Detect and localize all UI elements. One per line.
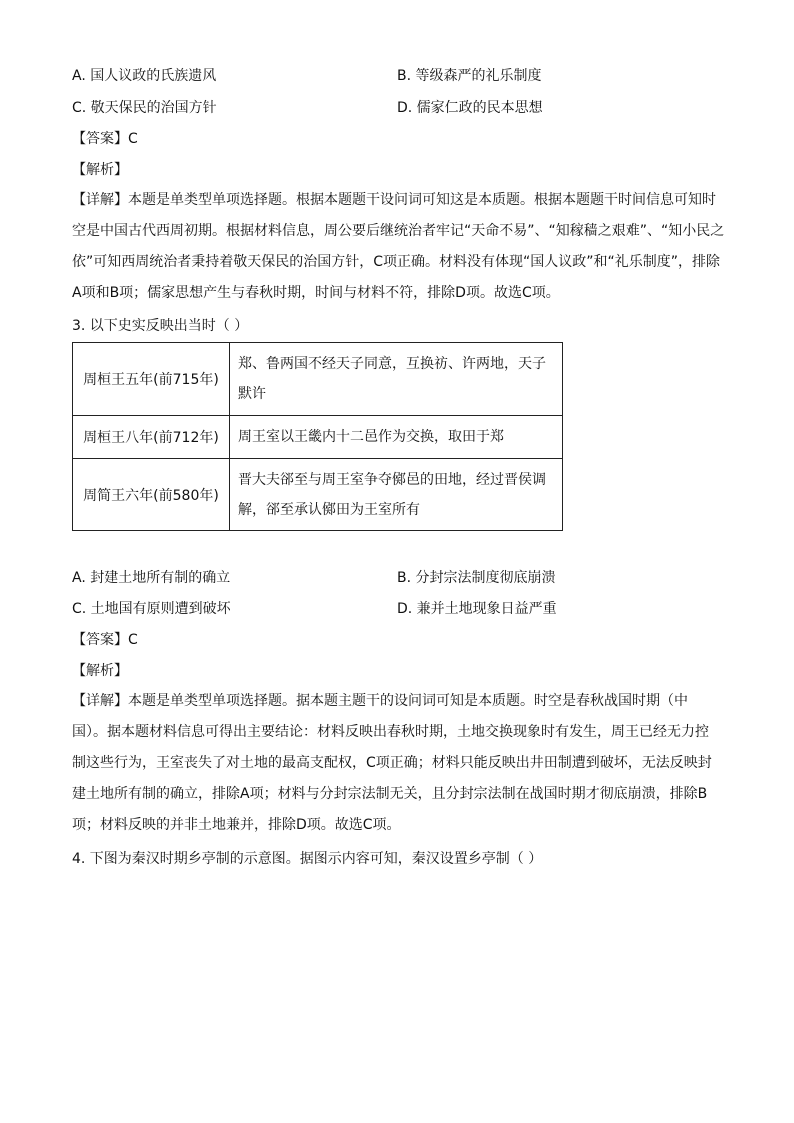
q3-analysis-label: 【解析】	[72, 663, 128, 679]
q2-answer: 【答案】C	[72, 131, 138, 147]
q2-detail-line: 【详解】本题是单类型单项选择题。根据本题题干设问词可知这是本质题。根据本题题干时间信息可知时	[72, 192, 716, 208]
table-cell-date: 周桓王八年(前712年)	[73, 416, 230, 459]
table-row	[73, 416, 563, 459]
table-cell-event: 晋大夫郤至与周王室争夺鄇邑的田地，经过晋侯调解，郤至承认鄇田为王室所有	[230, 459, 563, 531]
q3-detail-line: 建土地所有制的确立，排除A项；材料与分封宗法制无关，且分封宗法制在战国时期才彻底崩溃，排除B	[72, 786, 708, 802]
q2-option-b: B. 等级森严的礼乐制度	[397, 68, 542, 84]
q2-detail-line: 空是中国古代西周初期。根据材料信息，周公要后继统治者牢记“天命不易”、“知稼穑之艰难”、“知小民之	[72, 223, 725, 239]
q3-option-b: B. 分封宗法制度彻底崩溃	[397, 570, 556, 586]
q3-detail-line: 【详解】本题是单类型单项选择题。据本题主题干的设问词可知是本质题。时空是春秋战国时期（中	[72, 693, 688, 709]
q2-analysis-label: 【解析】	[72, 162, 128, 178]
table-cell-event: 郑、鲁两国不经天子同意，互换祊、许两地，天子默许	[230, 343, 563, 416]
table-row	[73, 343, 563, 416]
q2-detail-line: A项和B项；儒家思想产生与春秋时期，时间与材料不符，排除D项。故选C项。	[72, 285, 560, 301]
q2-option-c: C. 敬天保民的治国方针	[72, 100, 217, 116]
table-cell-event: 周王室以王畿内十二邑作为交换，取田于郑	[230, 416, 563, 459]
q3-material-table	[72, 342, 563, 531]
q3-detail-line: 制这些行为，王室丧失了对土地的最高支配权，C项正确；材料只能反映出井田制遭到破坏，无法反映封	[72, 755, 712, 771]
table-row	[73, 459, 563, 531]
q2-detail-line: 依”可知西周统治者秉持着敬天保民的治国方针，C项正确。材料没有体现“国人议政”和“礼乐制度”，排除	[72, 254, 721, 270]
q3-answer: 【答案】C	[72, 632, 138, 648]
table-cell-date: 周桓王五年(前715年)	[73, 343, 230, 416]
q3-option-c: C. 土地国有原则遭到破坏	[72, 601, 231, 617]
q2-option-a: A. 国人议政的氏族遗风	[72, 68, 217, 84]
q3-detail	[72, 686, 722, 841]
q3-detail-line: 国）。据本题材料信息可得出主要结论：材料反映出春秋时期，土地交换现象时有发生，周王已经无力控	[72, 724, 709, 740]
q3-option-d: D. 兼并土地现象日益严重	[397, 601, 557, 617]
q4-question: 4. 下图为秦汉时期乡亭制的示意图。据图示内容可知，秦汉设置乡亭制（ ）	[72, 851, 543, 867]
q3-detail-line: 项；材料反映的并非土地兼并，排除D项。故选C项。	[72, 817, 401, 833]
q2-detail	[72, 185, 725, 309]
q3-question: 3. 以下史实反映出当时（ ）	[72, 318, 249, 334]
q2-option-d: D. 儒家仁政的民本思想	[397, 100, 543, 116]
q3-option-a: A. 封建土地所有制的确立	[72, 570, 231, 586]
table-cell-date: 周简王六年(前580年)	[73, 459, 230, 531]
